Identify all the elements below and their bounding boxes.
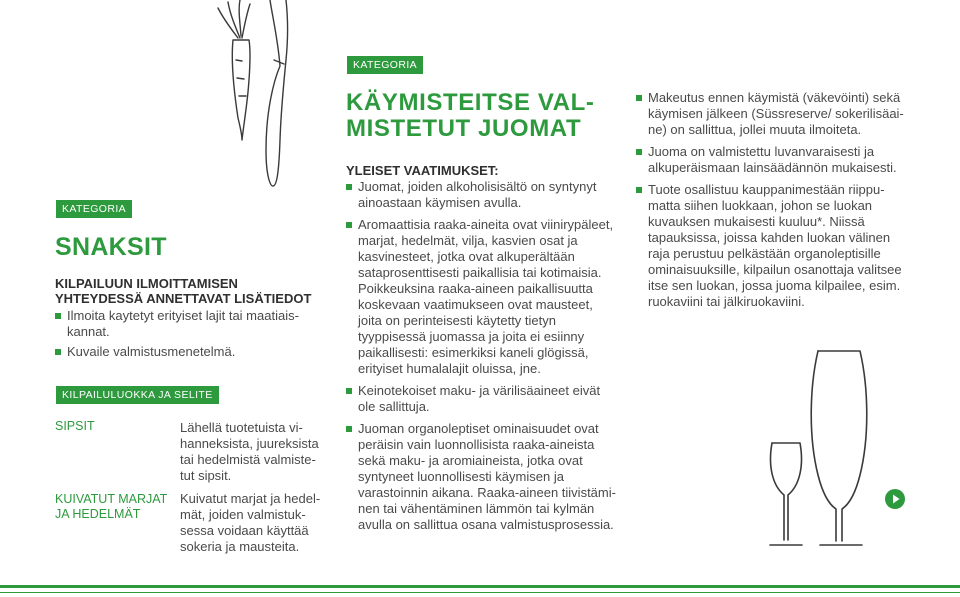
list-item: [346, 421, 626, 533]
list-item-line: ruokaviini tai jälkiruokaviini.: [648, 294, 805, 309]
list-item-line: nen tai vähentäminen lämmön tai kylmän: [358, 501, 595, 516]
list-item-line: Keinotekoiset maku- ja värilisäaineet eivät: [358, 383, 601, 398]
list-item: [55, 308, 325, 340]
list-item-line: syntyneet luonnollisesti käymisen ja: [358, 469, 564, 484]
footer-rule-thin: [0, 592, 960, 593]
list-item: [346, 383, 626, 415]
list-item: [636, 90, 926, 138]
list-item-line: ominaisuuksille, kilpailun osanottaja valitsee: [648, 262, 902, 277]
class-name-line: JA HEDELMÄT: [55, 507, 141, 521]
class-desc-line: Kuivatut marjat ja hedel-: [180, 491, 321, 506]
list-item-line: Juoma on valmistettu luvanvaraisesti ja: [648, 144, 875, 159]
bullet-marker: [636, 149, 642, 155]
list-item-line: sataprosenttisesti paikallisia tai kotimaisia.: [358, 265, 602, 280]
category-tag: KATEGORIA: [56, 200, 132, 218]
category-tag: KATEGORIA: [347, 56, 423, 74]
class-desc-line: sessa voidaan käyttää: [180, 523, 309, 538]
class-desc-line: sokeria ja mausteita.: [180, 539, 300, 554]
list-item-line: kannat.: [67, 324, 110, 339]
list-item-line: ole sallittuja.: [358, 399, 430, 414]
section-title: [346, 90, 594, 142]
list-item-line: matta siihen luokkaan, johon se luokan: [648, 198, 873, 213]
bullet-list: [55, 308, 325, 360]
list-item-line: tapauksissa, joissa kahden luokan välinen: [648, 230, 891, 245]
list-item: [346, 179, 626, 211]
bullet-marker: [346, 222, 352, 228]
list-item-line: ainoastaan käymisen avulla.: [358, 195, 522, 210]
wine-glasses-illustration: [760, 345, 880, 555]
list-item-line: Tuote osallistuu kauppanimestään riippu-: [648, 182, 885, 197]
list-item-line: alkuperäismaan lainsäädännön mukaisesti.: [648, 160, 897, 175]
list-item-line: erityiset humalalajit oluissa, jne.: [358, 361, 541, 376]
list-item-line: kasvinesteet, jotka ovat alkuperältään: [358, 249, 575, 264]
section-subheading: YLEISET VAATIMUKSET:: [346, 163, 499, 178]
list-item-line: Juomat, joiden alkoholisisältö on syntynyt: [358, 179, 597, 194]
title-line: MISTETUT JUOMAT: [346, 115, 582, 142]
list-item-line: koskevaan vaatimukseen ovat mausteet,: [358, 297, 593, 312]
list-item-line: sekä maku- ja aromiaineista, jotka ovat: [358, 453, 583, 468]
play-button[interactable]: [885, 489, 905, 509]
list-item-line: Juoman organoleptiset ominaisuudet ovat: [358, 421, 599, 436]
carrot-knife-illustration: [200, 0, 310, 195]
list-item: [55, 344, 325, 360]
section-title: SNAKSIT: [55, 233, 167, 261]
class-desc-line: mät, joiden valmistuk-: [180, 507, 306, 522]
footer-rule: [0, 585, 960, 588]
class-desc-line: Lähellä tuotetuista vi-: [180, 420, 303, 435]
list-item-line: Kuvaile valmistusmenetelmä.: [67, 344, 236, 359]
list-item-line: joita on perinteisesti käytetty tietyn: [358, 313, 556, 328]
list-item-line: Ilmoita kaytetyt erityiset lajit tai maatiais-: [67, 308, 299, 323]
list-item-line: paikallisesti: esimerkiksi kaneli glögissä,: [358, 345, 589, 360]
class-name-line: KUIVATUT MARJAT: [55, 492, 168, 506]
class-description: [180, 420, 340, 484]
title-line: KÄYMISTEITSE VAL-: [346, 89, 595, 116]
class-desc-line: tut sipsit.: [180, 468, 232, 483]
class-name: [55, 492, 167, 522]
class-desc-line: hanneksista, juureksista: [180, 436, 319, 451]
list-item-line: tyyppisessä juomassa ja joita ei esiinny: [358, 329, 585, 344]
list-item-line: avulla on sallittua osana valmistusprosessia.: [358, 517, 614, 532]
bullet-list: [346, 179, 626, 533]
bullet-marker: [346, 388, 352, 394]
play-icon: [885, 489, 905, 509]
list-item-line: käymisen jälkeen (Süssreserve/ sokerilisäai-: [648, 106, 904, 121]
class-description: [180, 491, 345, 555]
subheading-line: YHTEYDESSÄ ANNETTAVAT LISÄTIEDOT: [55, 291, 312, 306]
list-item-line: marjat, hedelmät, vilja, kasvien osat ja: [358, 233, 578, 248]
list-item-line: Makeutus ennen käymistä (väkevöinti) sekä: [648, 90, 901, 105]
bullet-marker: [55, 349, 61, 355]
class-desc-line: tai hedelmistä valmiste-: [180, 452, 316, 467]
list-item-line: kuvauksen mukaisesti kuuluu*. Niissä: [648, 214, 865, 229]
list-item: [636, 144, 926, 176]
class-tag: KILPAILULUOKKA JA SELITE: [56, 386, 219, 404]
bullet-list: [636, 90, 926, 310]
bullet-marker: [346, 426, 352, 432]
bullet-marker: [346, 184, 352, 190]
class-name-line: SIPSIT: [55, 419, 95, 433]
list-item: [636, 182, 926, 310]
list-item-line: ne) on sallittua, jollei muuta ilmoiteta.: [648, 122, 862, 137]
bullet-marker: [636, 187, 642, 193]
list-item-line: itse sen luokan, jossa juoma kilpailee, esim.: [648, 278, 901, 293]
list-item-line: varastoinnin aikana. Raaka-aineen tiivistämi-: [358, 485, 616, 500]
bullet-marker: [55, 313, 61, 319]
class-name: [55, 419, 95, 434]
list-item-line: raja perustuu pelkästään organoleptisille: [648, 246, 881, 261]
bullet-marker: [636, 95, 642, 101]
subheading-line: KILPAILUUN ILMOITTAMISEN: [55, 276, 238, 291]
list-item-line: Aromaattisia raaka-aineita ovat viinirypäleet,: [358, 217, 614, 232]
list-item-line: peräisin vain luonnollisista raaka-aineista: [358, 437, 595, 452]
list-item-line: Poikkeuksina raaka-aineen paikallisuutta: [358, 281, 593, 296]
section-subheading: [55, 276, 335, 306]
list-item: [346, 217, 626, 377]
